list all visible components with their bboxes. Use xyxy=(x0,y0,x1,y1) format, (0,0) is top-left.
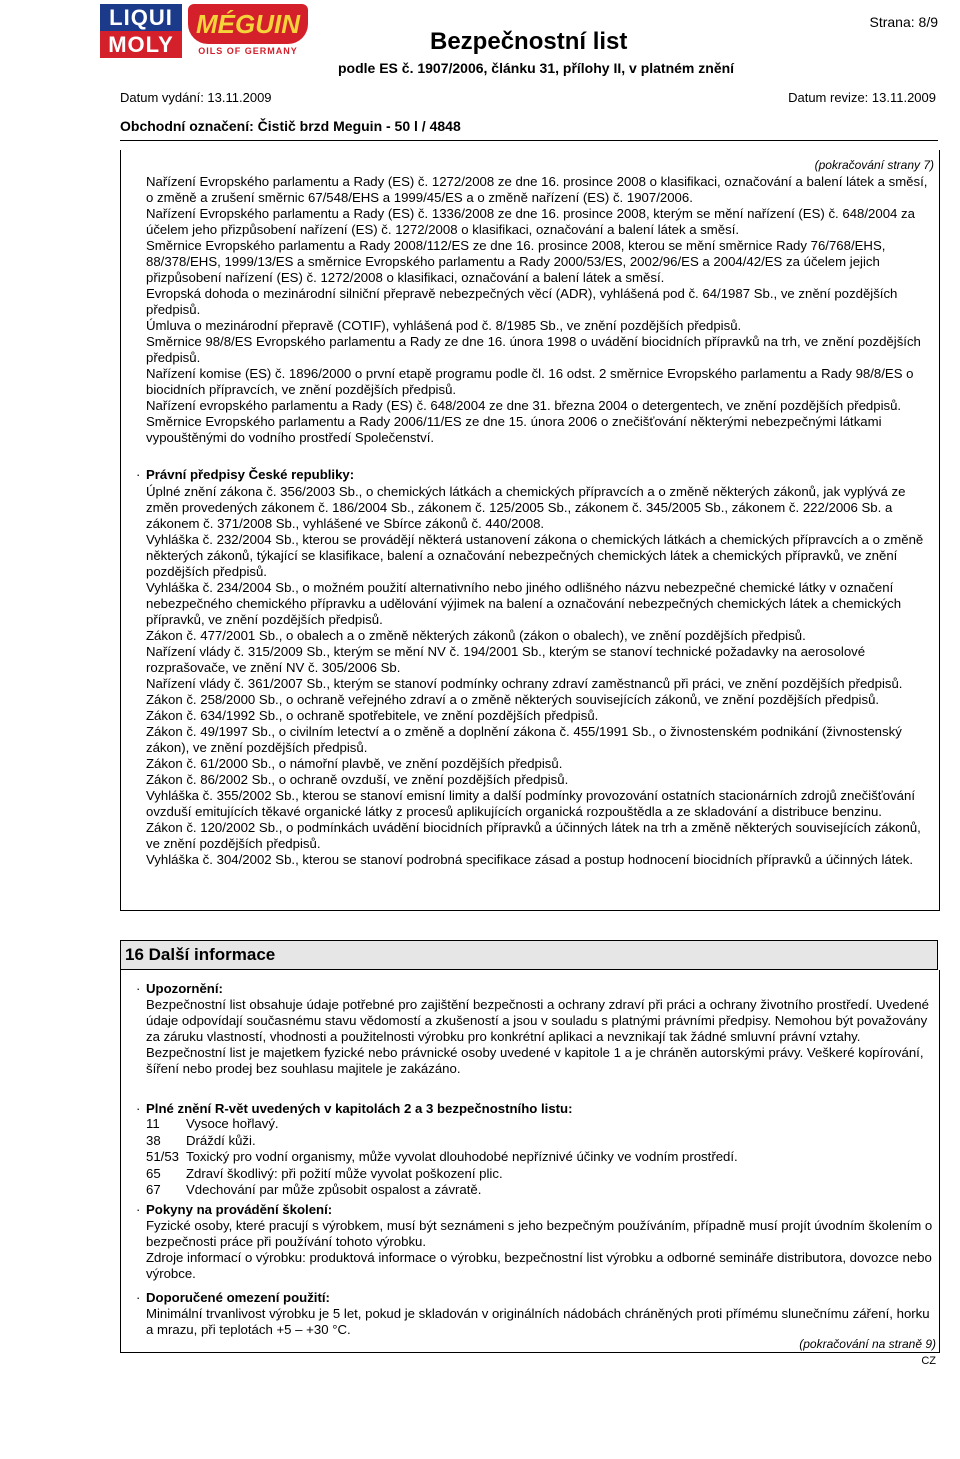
r-code: 11 xyxy=(146,1116,160,1131)
liqui-moly-logo xyxy=(100,4,182,58)
issue-date: Datum vydání: 13.11.2009 xyxy=(120,90,272,105)
r-phrase-row xyxy=(146,1133,738,1150)
cz-law: Úplné znění zákona č. 356/2003 Sb., o chemických látkách a chemických přípravcích a o změně některých zákonů, jak vyplývá ze změn provedených zákonem č. 186/2004 Sb., zákonem č. 125/2005 Sb., zákonem č. 345/2005 Sb., zákonem č. 222/2006 Sb. a zákonem č. 371/2008 Sb., vyhlášené ve Sbírce zákonů č. 440/2008. xyxy=(146,484,906,531)
eu-regulation: Evropská dohoda o mezinárodní silniční přepravě nebezpečných věcí (ADR), vyhlášená pod č. 64/1987 Sb., ve znění pozdějších předpisů. xyxy=(146,286,898,317)
cz-law: Nařízení vlády č. 315/2009 Sb., kterým se mění NV č. 194/2001 Sb., kterým se stanoví technické požadavky na aerosolové rozprašovače, ve znění NV č. 305/2006 Sb. xyxy=(146,644,866,675)
bullet: · xyxy=(136,1101,141,1116)
eu-regulation: Úmluva o mezinárodní přepravě (COTIF), vyhlášená pod č. 8/1985 Sb., ve znění pozdějších předpisů. xyxy=(146,318,742,333)
r-code: 51/53 xyxy=(146,1149,180,1164)
bullet: · xyxy=(136,1202,141,1217)
cz-law-list xyxy=(146,484,936,868)
r-phrase-row xyxy=(146,1116,738,1133)
r-text: Vysoce hořlavý. xyxy=(186,1116,279,1131)
section-16-title: 16 Další informace xyxy=(125,945,276,964)
training-text-2: Zdroje informací o výrobku: produktová informace o výrobku, bezpečnostní list výrobku a odborné semináře distributora, dovozce nebo výrobce. xyxy=(146,1250,932,1281)
cz-law: Zákon č. 258/2000 Sb., o ochraně veřejného zdraví a o změně některých souvisejících zákonů, ve znění pozdějších předpisů. xyxy=(146,692,880,707)
eu-regulation: Směrnice 98/8/ES Evropského parlamentu a Rady ze dne 16. února 1998 o uvádění biocidních přípravků na trh, ve znění pozdějších předpisů. xyxy=(146,334,921,365)
training-block xyxy=(146,1218,936,1282)
eu-regulation: Směrnice Evropského parlamentu a Rady 2006/11/ES ze dne 15. února 2006 o znečišťování některými nebezpečnými látkami vypouštěnými do vodního prostředí Společenství. xyxy=(146,414,882,445)
training-heading: Pokyny na provádění školení: xyxy=(146,1202,333,1217)
r-code: 38 xyxy=(146,1132,161,1148)
logo-bottom-text: MOLY xyxy=(108,32,174,57)
continued-on-note: (pokračování na straně 9) xyxy=(799,1337,936,1351)
cz-law: Zákon č. 120/2002 Sb., o podmínkách uvádění biocidních přípravků a účinných látek na trh a změně některých souvisejících zákonů, ve znění pozdějších předpisů. xyxy=(146,820,921,851)
warning-text: Bezpečnostní list obsahuje údaje potřebné pro zajištění bezpečnosti a ochrany zdraví při práci a ochrany životního prostředí. Uvedené údaje odpovídají současnému stavu vědomostí a zkušeností a jsou v souladu s platnými právními předpisy. Nemohou být považovány za záruku vlastností, vhodnosti a použitelnosti výrobku pro konkrétní aplikaci a nevznikají tak žádné smluvní právní vztahy. xyxy=(146,997,929,1044)
r-text: Zdraví škodlivý: při požití může vyvolat poškození plic. xyxy=(186,1165,503,1181)
r-text: Vdechování par může způsobit ospalost a závratě. xyxy=(186,1182,482,1197)
training-text: Fyzické osoby, které pracují s výrobkem, musí být seznámeni s jeho bezpečným používáním, případně musí projít úvodním školením o bezpečnosti práce při používání tohoto výrobku. xyxy=(146,1218,933,1249)
page-number: Strana: 8/9 xyxy=(869,14,938,30)
bullet: · xyxy=(136,981,141,996)
meguin-logo xyxy=(188,4,308,58)
cz-law: Zákon č. 477/2001 Sb., o obalech a o změně některých zákonů (zákon o obalech), ve znění pozdějších předpisů. xyxy=(146,628,806,643)
cz-law: Vyhláška č. 355/2002 Sb., kterou se stanoví emisní limity a další podmínky provozování ostatních stacionárních zdrojů znečišťování ovzduší emitujících těkavé organické látky z procesů aplikujících organická rozpouštědla a ze skladování a distribuce benzinu. xyxy=(146,788,915,819)
cz-law: Vyhláška č. 232/2004 Sb., kterou se provádějí některá ustanovení zákona o chemických látkách a chemických přípravcích a o změně některých zákonů, týkající se klasifikace, balení a označování nebezpečných chemických látek a chemických přípravků, ve znění pozdějších předpisů. xyxy=(146,532,924,579)
document-subtitle: podle ES č. 1907/2006, článku 31, přílohy II, v platném znění xyxy=(338,60,735,76)
bullet: · xyxy=(136,467,141,482)
r-phrase-row xyxy=(146,1182,738,1199)
cz-law: Vyhláška č. 234/2004 Sb., o možném použití alternativního nebo jiného odlišného názvu nebezpečné chemické látky v označení nebezpečného chemického přípravku a udělování výjimek na balení a označování nebezpečných chemických látek a chemických přípravků, ve znění pozdějších předpisů. xyxy=(146,580,902,627)
continued-from-note: (pokračování strany 7) xyxy=(814,158,934,172)
r-code: 65 xyxy=(146,1165,161,1181)
warning-block xyxy=(146,997,936,1077)
brand-sub: OILS OF GERMANY xyxy=(198,46,298,56)
cz-law: Zákon č. 634/1992 Sb., o ochraně spotřebitele, ve znění pozdějších předpisů. xyxy=(146,708,599,723)
eu-regulation: Nařízení evropského parlamentu a Rady (ES) č. 648/2004 ze dne 31. března 2004 o detergentech, ve znění pozdějších předpisů. xyxy=(146,398,902,413)
revision-date: Datum revize: 13.11.2009 xyxy=(788,90,936,105)
eu-regulations-list xyxy=(146,174,936,446)
limits-block xyxy=(146,1306,936,1338)
document-title: Bezpečnostní list xyxy=(430,28,628,55)
cz-law: Vyhláška č. 304/2002 Sb., kterou se stanoví podrobná specifikace zásad a postup hodnocení biocidních přípravků a účinných látek. xyxy=(146,852,914,867)
logo-top-text: LIQUI xyxy=(109,5,173,30)
r-text: Toxický pro vodní organismy, může vyvolat dlouhodobé nepříznivé účinky ve vodním prostředí. xyxy=(186,1149,738,1164)
cz-law: Nařízení vlády č. 361/2007 Sb., kterým se stanoví podmínky ochrany zdraví zaměstnanců při práci, ve znění pozdějších předpisů. xyxy=(146,676,903,691)
warning-text-2: Bezpečnostní list je majetkem fyzické nebo právnické osoby uvedené v kapitole 1 a je chráněn autorskými právy. Veškeré kopírování, šíření nebo prodej bez souhlasu majitele je zakázáno. xyxy=(146,1045,924,1076)
cz-law-heading: Právní předpisy České republiky: xyxy=(146,467,355,482)
r-code: 67 xyxy=(146,1182,161,1197)
cz-law: Zákon č. 61/2000 Sb., o námořní plavbě, ve znění pozdějších předpisů. xyxy=(146,756,563,771)
eu-regulation: Nařízení Evropského parlamentu a Rady (ES) č. 1336/2008 ze dne 16. prosince 2008, kterým se mění nařízení (ES) č. 648/2004 za účelem jeho přizpůsobení nařízení (ES) č. 1272/2008 o klasifikaci, označování a balení látek a směsí. xyxy=(146,206,915,237)
r-phrase-row xyxy=(146,1149,738,1166)
eu-regulation: Směrnice Evropského parlamentu a Rady 2008/112/ES ze dne 16. prosince 2008, kterou se mění směrnice Rady 76/768/EHS, 88/378/EHS, 1999/13/ES a směrnice Evropského parlamentu a Rady 2000/53/ES, 2002/96/ES a 2004/42/ES za účelem jejich přizpůsobení nařízení (ES) č. 1272/2008 o klasifikaci, označování a balení látek a směsí. xyxy=(146,238,886,285)
header-divider xyxy=(120,140,938,141)
cz-law: Zákon č. 86/2002 Sb., o ochraně ovzduší, ve znění pozdějších předpisů. xyxy=(146,772,569,787)
r-text: Dráždí kůži. xyxy=(186,1132,256,1148)
r-phrase-row xyxy=(146,1166,738,1183)
eu-regulation: Nařízení komise (ES) č. 1896/2000 o první etapě programu podle čl. 16 odst. 2 směrnice Evropského parlamentu a Rady 98/8/ES o biocidních přípravcích, ve znění pozdějších předpisů. xyxy=(146,366,914,397)
r-phrases-list xyxy=(146,1116,738,1199)
bullet: · xyxy=(136,1290,141,1305)
r-phrases-heading: Plné znění R-vět uvedených v kapitolách 2 a 3 bezpečnostního listu: xyxy=(146,1101,573,1116)
limits-text: Minimální trvanlivost výrobku je 5 let, pokud je skladován v originálních nádobách chráněných proti přímému slunečnímu záření, horku a mrazu, při teplotách +5 – +30 °C. xyxy=(146,1306,930,1337)
cz-law: Zákon č. 49/1997 Sb., o civilním letectví a o změně a doplnění zákona č. 455/1991 Sb., o živnostenském podnikání (živnostenský zákon), ve znění pozdějších předpisů. xyxy=(146,724,902,755)
warning-heading: Upozornění: xyxy=(146,981,223,996)
limits-heading: Doporučené omezení použití: xyxy=(146,1290,330,1305)
brand-name: MÉGUIN xyxy=(196,9,300,39)
eu-regulation: Nařízení Evropského parlamentu a Rady (ES) č. 1272/2008 ze dne 16. prosince 2008 o klasifikaci, označování a balení látek a směsí, o změně a zrušení směrnic 67/548/EHS a 1999/45/ES a o změně nařízení (ES) č. 1907/2006. xyxy=(146,174,928,205)
section-16-header xyxy=(120,940,938,970)
country-code: CZ xyxy=(921,1355,936,1367)
product-name: Obchodní označení: Čistič brzd Meguin - 50 l / 4848 xyxy=(120,118,461,134)
